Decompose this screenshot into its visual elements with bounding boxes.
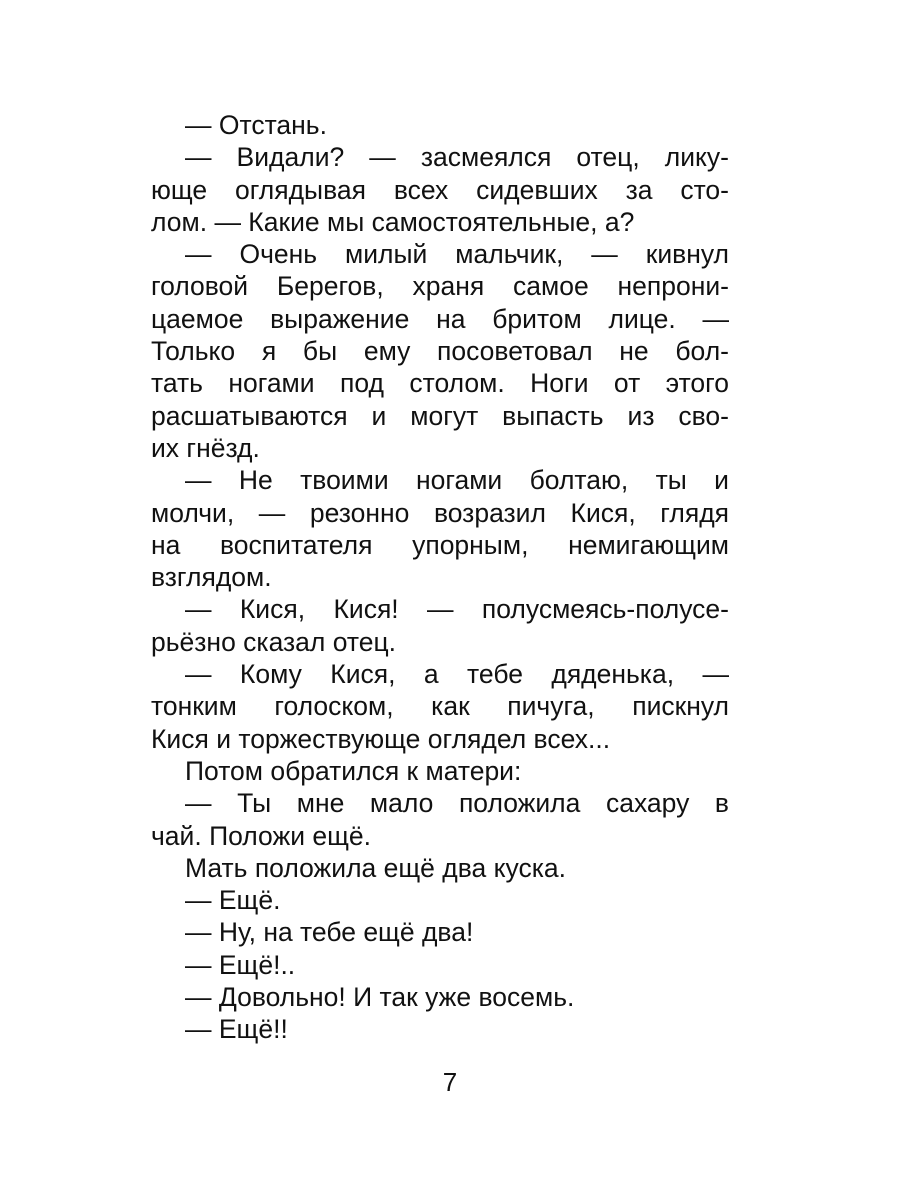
text-line: расшатываются и могут выпасть из сво-	[151, 400, 729, 431]
text-line: молчи, — резонно возразил Кися, глядя	[151, 497, 729, 528]
text-line: Потом обратился к матери:	[185, 755, 522, 786]
text-line: — Не твоими ногами болтаю, ты и	[185, 465, 729, 496]
text-line: цаемое выражение на бритом лице. —	[151, 303, 729, 334]
text-line: — Кому Кися, а тебе дяденька, —	[185, 659, 729, 690]
text-line: рьёзно сказал отец.	[151, 626, 397, 657]
text-line: их гнёзд.	[151, 432, 260, 463]
text-line: головой Берегов, храня самое непрони-	[151, 271, 729, 302]
text-line: тать ногами под столом. Ноги от этого	[151, 368, 729, 399]
text-line: юще оглядывая всех сидевших за сто-	[151, 174, 729, 205]
text-line: — Ещё.	[185, 885, 281, 916]
body-text	[151, 109, 729, 1046]
text-line: — Кися, Кися! — полусмеясь-полусе-	[185, 594, 729, 625]
text-line: — Очень милый мальчик, — кивнул	[185, 239, 729, 270]
text-line: — Отстань.	[185, 110, 327, 140]
text-line: чай. Положи ещё.	[151, 820, 372, 851]
text-line: взглядом.	[151, 562, 272, 593]
text-line: — Видали? — засмеялся отец, лику-	[185, 142, 729, 173]
text-line: — Ещё!..	[185, 949, 296, 980]
text-line: на воспитателя упорным, немигающим	[151, 529, 729, 560]
text-line: Только я бы ему посоветовал не бол-	[151, 336, 729, 367]
text-line: Кися и торжествующе оглядел всех...	[151, 723, 611, 754]
text-line: Мать положила ещё два куска.	[185, 852, 566, 883]
text-line: — Ещё!!	[185, 1014, 288, 1045]
text-line: лом. — Какие мы самостоятельные, а?	[151, 206, 635, 237]
page-number: 7	[442, 1067, 458, 1097]
text-line: — Довольно! И так уже восемь.	[185, 982, 575, 1013]
text-line: тонким голоском, как пичуга, пискнул	[151, 691, 729, 722]
text-line: — Ты мне мало положила сахару в	[185, 788, 729, 819]
text-line: — Ну, на тебе ещё два!	[185, 917, 474, 948]
